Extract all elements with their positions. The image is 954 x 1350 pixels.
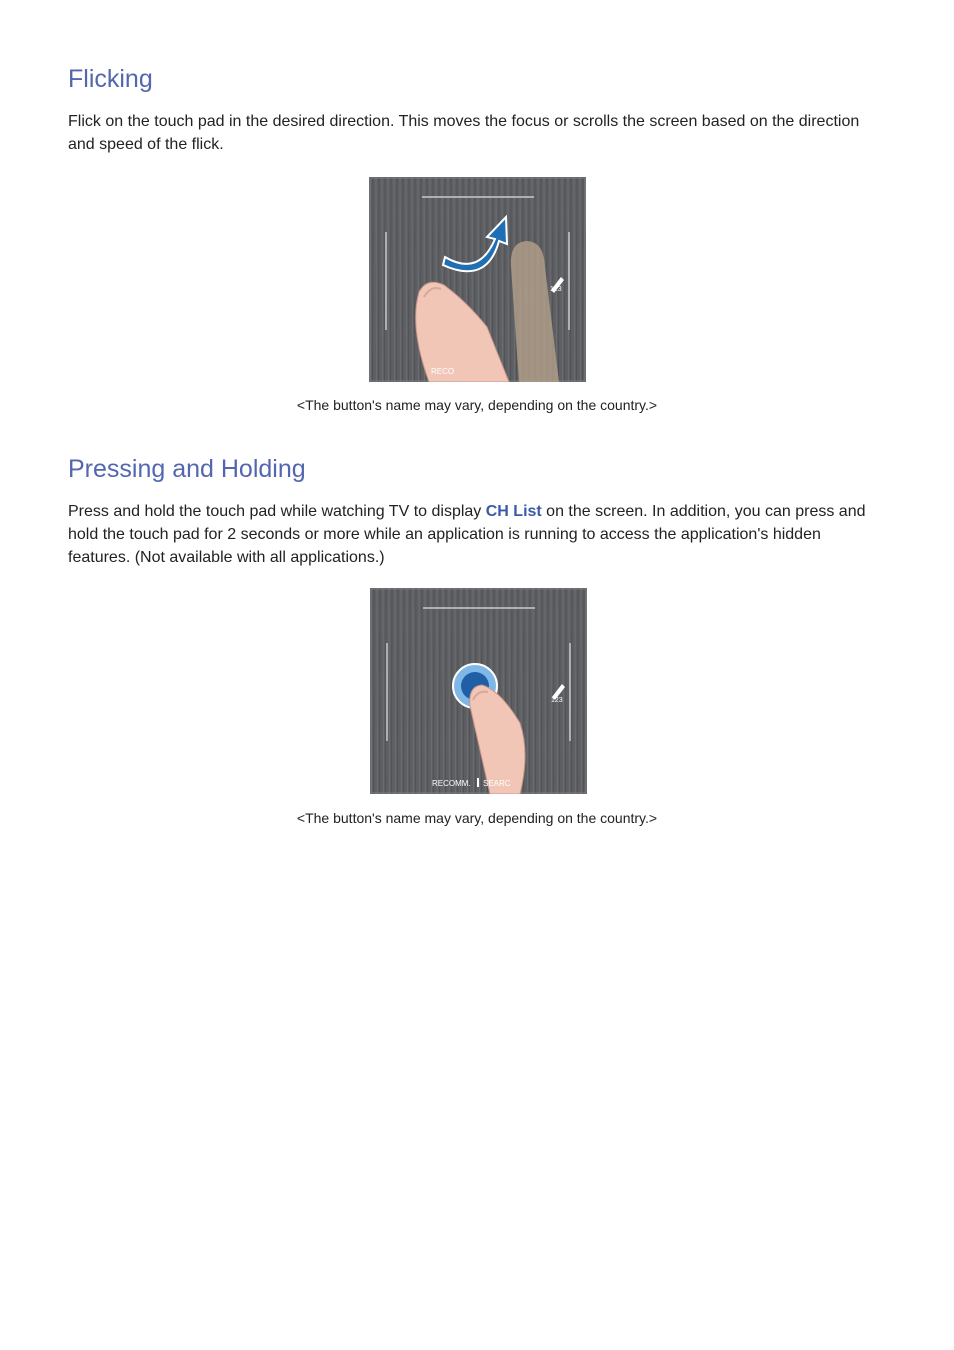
section-title-flicking: Flicking (68, 65, 153, 93)
touchpad-flick-image (369, 177, 586, 382)
pad-label-bottom: RECO (431, 367, 455, 376)
section-title-pressing-holding: Pressing and Holding (68, 455, 306, 483)
pressing-caption: <The button's name may vary, depending on the country.> (296, 810, 658, 826)
pad-label-search: SEARC (483, 779, 511, 788)
pad-label-123: 123 (550, 286, 562, 293)
flicking-caption: <The button's name may vary, depending on the country.> (296, 397, 658, 413)
pad-label-recomm: RECOMM. (432, 779, 471, 788)
pressing-holding-description (68, 500, 880, 569)
pressing-illustration (370, 588, 587, 794)
description-text-1: Press and hold the touch pad while watching TV to display (68, 503, 486, 520)
flicking-description: Flick on the touch pad in the desired direction. This moves the focus or scrolls the screen based on the direction and speed of the flick. (68, 113, 860, 153)
description-text-2: on the screen. In addition, you can press and hold the touch pad for 2 seconds or more while an application is running to access the application's hidden features. (Not available with all applications.) (68, 503, 866, 566)
ch-list-link: CH List (485, 503, 542, 520)
touchpad-press-image (370, 588, 587, 794)
pad-label-123: 123 (551, 697, 563, 704)
flicking-illustration (369, 177, 586, 382)
